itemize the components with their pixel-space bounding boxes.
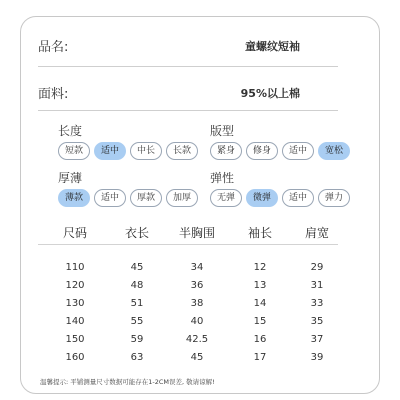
table-header-cell: 尺码 xyxy=(62,226,88,240)
table-row xyxy=(0,280,400,298)
table-divider xyxy=(38,244,338,245)
thickness-option[interactable]: 适中 xyxy=(94,189,126,207)
elasticity-options xyxy=(210,189,350,207)
product-name-label: 品名: xyxy=(38,40,69,55)
fit-option[interactable]: 适中 xyxy=(282,142,314,160)
table-cell: 40 xyxy=(190,316,204,327)
table-cell: 39 xyxy=(310,352,324,363)
elasticity-option[interactable]: 无弹 xyxy=(210,189,242,207)
product-name-value: 童螺纹短袖 xyxy=(245,39,300,53)
elasticity-option[interactable]: 微弹 xyxy=(246,189,278,207)
table-cell: 120 xyxy=(65,280,85,291)
table-row xyxy=(0,262,400,280)
table-cell: 45 xyxy=(130,262,144,273)
elasticity-option[interactable]: 适中 xyxy=(282,189,314,207)
table-cell: 110 xyxy=(65,262,85,273)
thickness-option[interactable]: 加厚 xyxy=(166,189,198,207)
elasticity-title: 弹性 xyxy=(210,171,235,185)
fabric-label: 面料: xyxy=(38,87,69,102)
table-header-cell: 袖长 xyxy=(247,226,273,240)
table-cell: 17 xyxy=(253,352,267,363)
table-header-cell: 半胸围 xyxy=(178,226,216,240)
size-table-body xyxy=(0,262,400,370)
product-name-row xyxy=(38,36,300,55)
table-cell: 33 xyxy=(310,298,324,309)
length-option[interactable]: 短款 xyxy=(58,142,90,160)
table-cell: 38 xyxy=(190,298,204,309)
table-cell: 29 xyxy=(310,262,324,273)
thickness-option[interactable]: 薄款 xyxy=(58,189,90,207)
measurement-note: 温馨提示: 平铺测量尺寸数据可能存在1-2CM误差, 敬请谅解! xyxy=(40,378,215,386)
fabric-row xyxy=(38,83,300,102)
length-option[interactable]: 中长 xyxy=(130,142,162,160)
thickness-option[interactable]: 厚款 xyxy=(130,189,162,207)
table-cell: 48 xyxy=(130,280,144,291)
fit-options xyxy=(210,142,350,160)
fit-option[interactable]: 宽松 xyxy=(318,142,350,160)
table-cell: 14 xyxy=(253,298,267,309)
table-header-cell: 衣长 xyxy=(124,226,150,240)
divider xyxy=(38,66,338,67)
table-cell: 12 xyxy=(253,262,267,273)
table-cell: 160 xyxy=(65,352,85,363)
fit-option[interactable]: 紧身 xyxy=(210,142,242,160)
length-options xyxy=(58,142,198,160)
table-cell: 51 xyxy=(130,298,144,309)
table-cell: 42.5 xyxy=(185,334,209,345)
table-cell: 13 xyxy=(253,280,267,291)
table-cell: 36 xyxy=(190,280,204,291)
table-cell: 34 xyxy=(190,262,204,273)
thickness-title: 厚薄 xyxy=(58,171,83,185)
table-cell: 150 xyxy=(65,334,85,345)
table-cell: 35 xyxy=(310,316,324,327)
length-option[interactable]: 长款 xyxy=(166,142,198,160)
table-cell: 45 xyxy=(190,352,204,363)
table-cell: 31 xyxy=(310,280,324,291)
fit-title: 版型 xyxy=(210,124,235,138)
table-cell: 15 xyxy=(253,316,267,327)
table-cell: 63 xyxy=(130,352,144,363)
table-cell: 59 xyxy=(130,334,144,345)
elasticity-option[interactable]: 弹力 xyxy=(318,189,350,207)
fit-option[interactable]: 修身 xyxy=(246,142,278,160)
divider xyxy=(38,110,338,111)
size-table-header xyxy=(38,224,358,242)
length-title: 长度 xyxy=(58,124,83,138)
table-header-cell: 肩宽 xyxy=(304,226,330,240)
table-row xyxy=(0,334,400,352)
table-row xyxy=(0,352,400,370)
table-cell: 16 xyxy=(253,334,267,345)
table-cell: 55 xyxy=(130,316,144,327)
fabric-value: 95%以上棉 xyxy=(240,86,300,100)
length-option[interactable]: 适中 xyxy=(94,142,126,160)
table-row xyxy=(0,298,400,316)
table-cell: 130 xyxy=(65,298,85,309)
table-cell: 37 xyxy=(310,334,324,345)
table-cell: 140 xyxy=(65,316,85,327)
table-row xyxy=(0,316,400,334)
thickness-options xyxy=(58,189,198,207)
